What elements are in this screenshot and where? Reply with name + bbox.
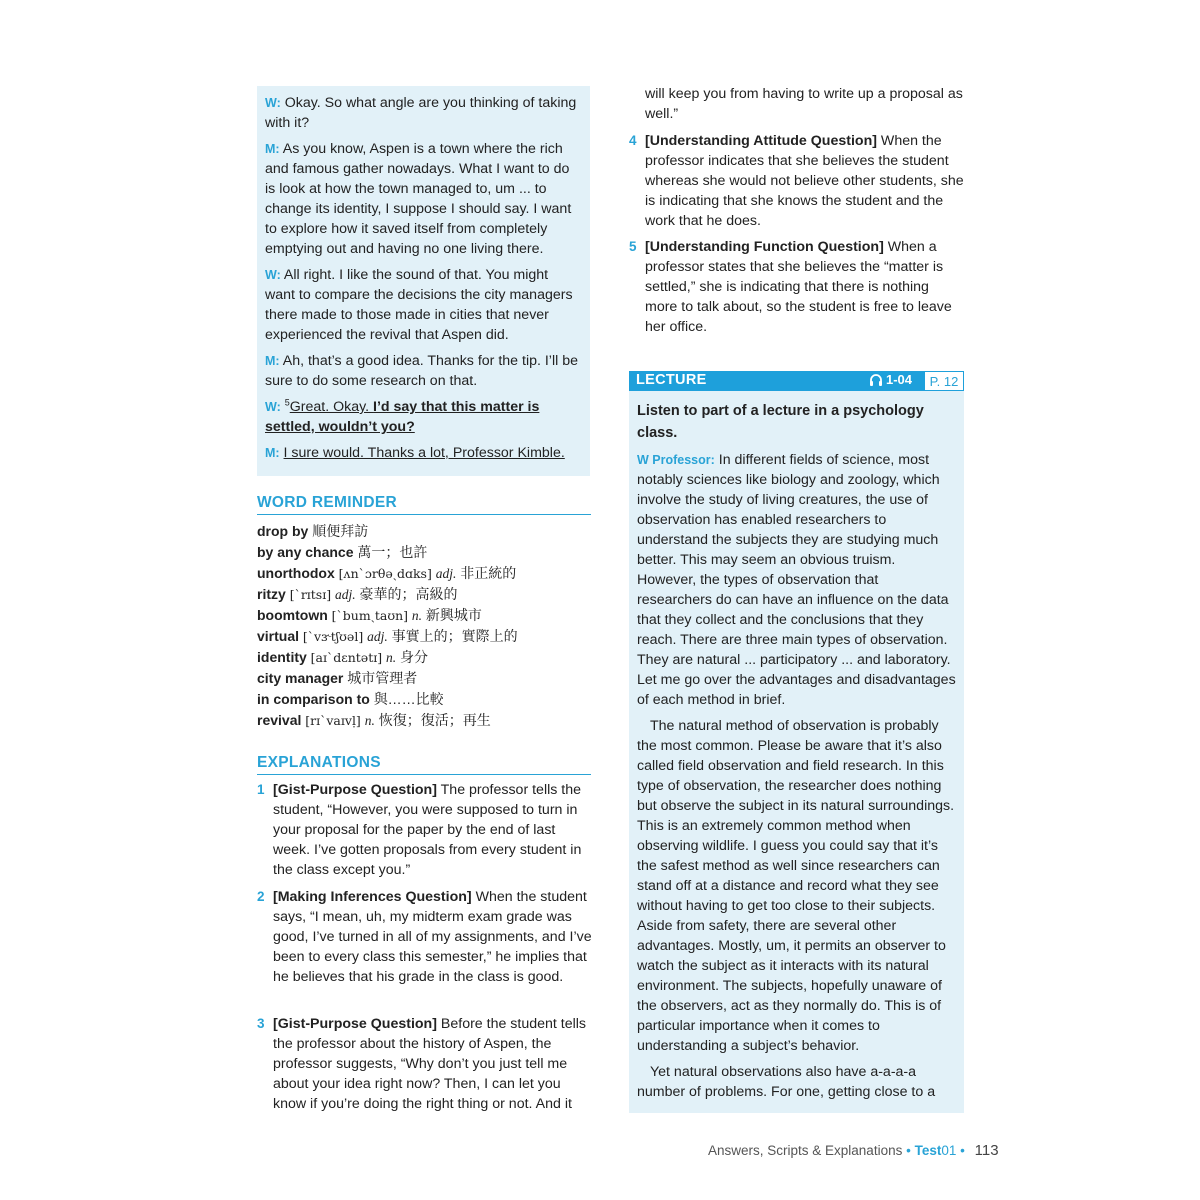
- footer-text: Answers, Scripts & Explanations: [708, 1143, 903, 1158]
- word-item: revival [rɪˋvaɪvḷ] n. 恢復；復活；再生: [257, 712, 491, 728]
- word-item: identity [aɪˋdɛntətɪ] n. 身分: [257, 649, 429, 665]
- page-reference: P. 12: [924, 371, 964, 391]
- speaker-label: W Professor:: [637, 453, 715, 467]
- word-item: ritzy [ˋrɪtsɪ] adj. 豪華的；高級的: [257, 586, 458, 602]
- explanation-item: 4 [Understanding Attitude Question] When the professor indicates that she believes the student whereas she would not believe other students, she is indicating that she knows the student and the work that he does.: [629, 133, 964, 229]
- dialogue-text: Okay. So what angle are you thinking of taking with it?: [265, 95, 577, 131]
- lecture-header: [629, 371, 964, 391]
- word-reminder-list: [257, 521, 591, 731]
- word-item: unorthodox [ʌnˋɔrθəˏdɑks] adj. 非正統的: [257, 565, 517, 581]
- speaker-label: W:: [265, 268, 281, 282]
- speaker-label: M:: [265, 354, 280, 368]
- dialogue-key-text: I’d say that this matter is settled, wouldn’t you?: [265, 399, 540, 435]
- explanation-item: 3 [Gist-Purpose Question] Before the student tells the professor about the history of Aspen, the professor suggests, “Why don’t you just tell me about your idea right now? Then, I can let you know if you’re doing the right thing or not. And it: [257, 1016, 587, 1112]
- explanation-item: 2 [Making Inferences Question] When the student says, “I mean, uh, my midterm exam grade was good, I’ve turned in all of my assignments, and I’ve been to every class this semester,” he implies that he believes that his grade in the class is good.: [257, 889, 592, 985]
- question-marker: 5: [284, 397, 290, 408]
- speaker-label: M:: [265, 142, 280, 156]
- page-number: 113: [974, 1142, 999, 1159]
- word-item: by any chance 萬一；也許: [257, 544, 428, 560]
- lecture-paragraph: Yet natural observations also have a-a-a-a number of problems. For one, getting close to a: [637, 1064, 936, 1100]
- word-item: city manager 城市管理者: [257, 670, 418, 686]
- dialogue-line: [265, 139, 582, 259]
- lecture-label: LECTURE: [636, 372, 707, 388]
- dialogue-line: [265, 397, 582, 437]
- dialogue-line: [265, 93, 582, 133]
- dialogue-line: [265, 443, 582, 463]
- word-item: drop by 順便拜訪: [257, 523, 369, 539]
- headphone-icon: [869, 373, 883, 386]
- page-footer: [708, 1142, 999, 1159]
- word-item: boomtown [ˋbumˏtaʊn] n. 新興城市: [257, 607, 482, 623]
- dialogue-text: Ah, that’s a good idea. Thanks for the tip. I’ll be sure to do some research on that.: [265, 353, 578, 389]
- dialogue-line: [265, 265, 582, 345]
- dialogue-text: All right. I like the sound of that. You might want to compare the decisions the city managers there made to those made in cities that never experienced the revival that Aspen did.: [265, 267, 573, 343]
- explanation-item: 5 [Understanding Function Question] When a professor states that she believes the “matter is settled,” she is indicating that there is nothing more to talk about, so the student is free to leave her office.: [629, 239, 952, 335]
- footer-separator: •: [906, 1143, 911, 1158]
- explanation-item: 1 [Gist-Purpose Question] The professor tells the student, “However, you were supposed to turn in your proposal for the paper by the end of last week. I’ve gotten proposals from every student in the class except you.”: [257, 782, 582, 878]
- explanation-number: 1: [257, 782, 265, 797]
- lecture-intro: Listen to part of a lecture in a psychology class.: [637, 403, 924, 441]
- word-item: in comparison to 與……比較: [257, 691, 444, 707]
- explanation-number: 2: [257, 889, 265, 904]
- speaker-label: M:: [265, 446, 280, 460]
- audio-track: [869, 372, 912, 387]
- speaker-label: W:: [265, 400, 281, 414]
- lecture-paragraph: The natural method of observation is probably the most common. Please be aware that it’s also called field observation and field research. In this type of observation, the researcher does nothing but observe the subject in its natural surroundings. This is an extremely common method when observing wildlife. I guess you could say that it’s the safest method as well since researchers can stand off at a distance and record what they see without having to get too close to their subjects. Aside from safety, there are several other advantages. Mostly, um, it permits an observer to watch the subject as it interacts with its natural environment. The subjects, hopefully unaware of the observers, act as they normally do. This is of particular importance when it comes to understanding a subject’s behavior.: [637, 718, 955, 1054]
- explanation-number: 3: [257, 1016, 265, 1031]
- word-item: virtual [ˋvɝtʃʊəl] adj. 事實上的；實際上的: [257, 628, 518, 644]
- dialogue-box: [257, 86, 590, 476]
- explanations-title: EXPLANATIONS: [257, 754, 591, 775]
- lecture-paragraph: W Professor: In different fields of science, most notably sciences like biology and zoology, which involve the study of living creatures, the use of observation has enabled researchers to understand the subjects they are studying much better. This may seem an obvious truism. However, the types of observation that researchers do can have an influence on the data that they collect and the conclusions that they reach. There are three main types of observation. They are natural ... participatory ... and laboratory. Let me go over the advantages and disadvantages of each method in brief.: [637, 452, 956, 708]
- dialogue-text: As you know, Aspen is a town where the rich and famous gather nowadays. What I want to do is look at how the town managed to, um ... to change its identity, I suppose I should say. I want to explore how it saved itself from completely emptying out and having no one living there.: [265, 141, 572, 257]
- dialogue-text: Great. Okay.: [289, 399, 374, 415]
- lecture-box: [629, 391, 964, 1113]
- explanation-number: 5: [629, 239, 637, 254]
- audio-track-number: 1-04: [886, 372, 913, 387]
- dialogue-line: [265, 351, 582, 391]
- test-number: 01: [941, 1143, 957, 1158]
- footer-separator: •: [960, 1143, 965, 1158]
- explanation-continuation: will keep you from having to write up a proposal as well.”: [645, 86, 963, 122]
- speaker-label: W:: [265, 96, 281, 110]
- test-label: Test: [914, 1143, 942, 1158]
- dialogue-text: I sure would. Thanks a lot, Professor Kimble.: [283, 445, 565, 461]
- word-reminder-title: WORD REMINDER: [257, 494, 591, 515]
- explanation-number: 4: [629, 133, 637, 148]
